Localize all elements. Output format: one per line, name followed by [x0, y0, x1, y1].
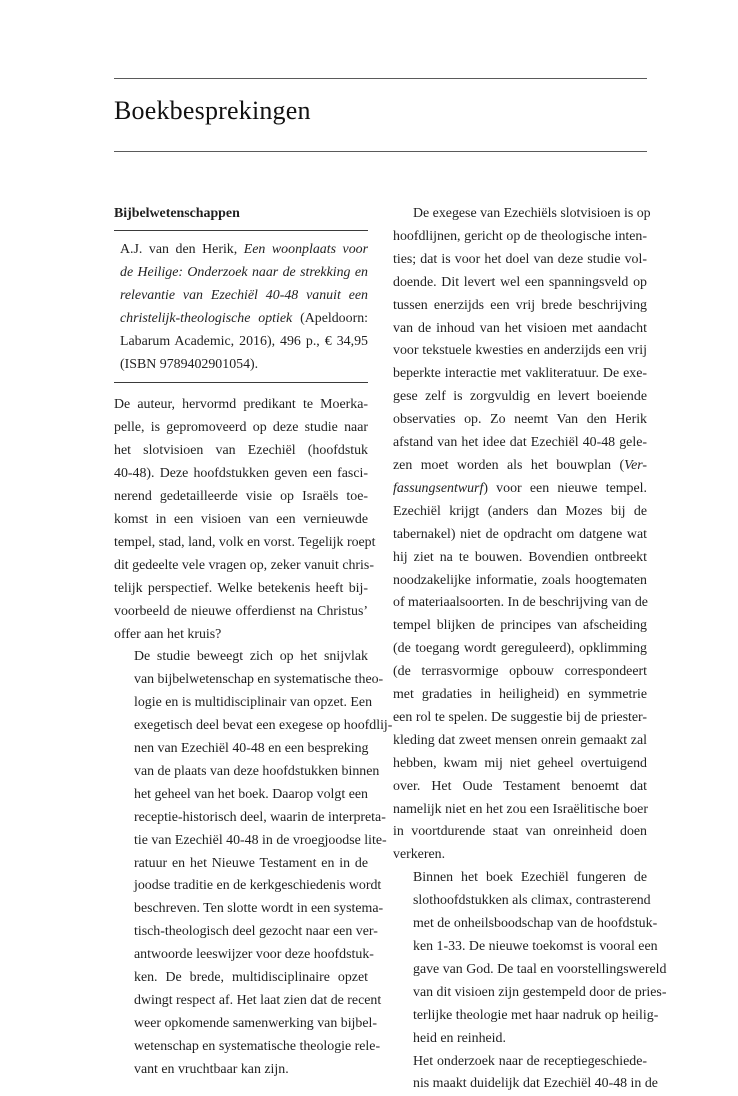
text-line: van bijbelwetenschap en systematische theo-: [134, 672, 384, 688]
text-line: 40-48). Deze hoofdstukken geven een fasci-: [114, 466, 368, 482]
text-line: Binnen het boek Ezechiël fungeren de: [413, 870, 647, 886]
text-line: vant en vruchtbaar kan zijn.: [134, 1061, 289, 1077]
text-line: komst in een visioen van een vernieuwde: [114, 511, 368, 527]
biblio-line: (ISBN 9789402901054).: [120, 356, 259, 372]
right-paragraph-2: [393, 867, 667, 1050]
page-title: Boekbesprekingen: [114, 96, 311, 125]
text-line: voorbeeld de nieuwe offerdienst na Christus’: [114, 603, 368, 619]
section-heading: Bijbelwetenschappen: [114, 206, 240, 221]
text-line: nis maakt duidelijk dat Ezechiël 40-48 in de: [413, 1076, 658, 1092]
text-line: nerend gedetailleerde visie op Israëls toe-: [114, 489, 368, 505]
text-line: offer aan het kruis?: [114, 626, 222, 642]
text-line: Het onderzoek naar de receptiegeschiede-: [413, 1053, 647, 1069]
text-line: logie en is multidisciplinair van opzet. Een: [134, 695, 373, 711]
biblio-line: Labarum Academic, 2016), 496 p., € 34,95: [120, 333, 368, 349]
text-line: tie van Ezechiël 40-48 in de vroegjoodse lite-: [134, 832, 387, 848]
text-line: De auteur, hervormd predikant te Moerka-: [114, 397, 368, 413]
right-column: [393, 203, 667, 1096]
text-line: ratuur en het Nieuwe Testament en in de: [134, 855, 368, 871]
title-rule: [114, 151, 647, 152]
text-line: met de onheilsboodschap van de hoofdstuk-: [413, 916, 658, 932]
text-line: nen van Ezechiël 40-48 en een bespreking: [134, 741, 369, 757]
text-line: van dit visioen zijn gestempeld door de pries-: [413, 984, 667, 1000]
biblio-line: christelijk-theologische optiek (Apeldoorn:: [120, 310, 368, 326]
text-line: ken. De brede, multidisciplinaire opzet: [134, 970, 368, 986]
text-line: joodse traditie en de kerkgeschiedenis wordt: [134, 878, 382, 894]
biblio-line: de Heilige: Onderzoek naar de strekking en: [120, 264, 368, 280]
text-line: pelle, is gepromoveerd op deze studie naar: [114, 420, 368, 436]
text-line: tempel, stad, land, volk en vorst. Tegelijk roept: [114, 534, 376, 550]
text-line: weer opkomende samenwerking van bijbel-: [134, 1015, 378, 1031]
biblio-line: A.J. van den Herik, Een woonplaats voor: [120, 242, 368, 257]
text-line: gave van God. De taal en voorstellingswereld: [413, 961, 667, 977]
text-line: tisch-theologisch deel gezocht naar een ver-: [134, 924, 378, 940]
text-line: terlijke theologie met haar nadruk op heilig-: [413, 1007, 659, 1023]
text-line: De studie beweegt zich op het snijvlak: [134, 649, 368, 665]
left-column: [114, 203, 393, 1082]
biblio-line: relevantie van Ezechiël 40-48 vanuit een: [120, 287, 368, 303]
text-line: heid en reinheid.: [413, 1030, 506, 1046]
text-line: wetenschap en systematische theologie rele-: [134, 1038, 381, 1054]
text-line: telijk perspectief. Welke betekenis heeft bij-: [114, 580, 368, 596]
text-line: dwingt respect af. Het laat zien dat de recent: [134, 993, 382, 1008]
text-line: ken 1-33. De nieuwe toekomst is vooral een: [413, 939, 658, 954]
top-rule: [114, 78, 647, 79]
text-line: het slotvisioen van Ezechiël (hoofdstuk: [114, 443, 368, 459]
text-line: beschreven. Ten slotte wordt in een systema-: [134, 901, 384, 917]
text-line: dit gedeelte vele vragen op, zeker vanuit chris-: [114, 557, 374, 573]
bibliographic-entry: [114, 239, 368, 376]
left-paragraph-1: [114, 394, 376, 646]
biblio-top-rule: [114, 230, 368, 231]
text-line: het geheel van het boek. Daarop volgt een: [134, 786, 368, 802]
text-line: exegetisch deel bevat een exegese op hoofdlij-: [134, 718, 393, 734]
text-line: van de plaats van deze hoofdstukken binnen: [134, 763, 380, 779]
text-line: antwoorde leeswijzer voor deze hoofdstuk-: [134, 947, 374, 963]
text-line: slothoofdstukken als climax, contrasterend: [413, 893, 651, 909]
left-paragraph-2: [114, 646, 393, 1081]
text-line: receptie-historisch deel, waarin de interpreta-: [134, 809, 386, 825]
right-paragraph-1: De exegese van Ezechiëls slotvisioen is op hoofdlijnen, gericht op de theologische inten- ties; dat is voor het doel van deze studie vol- doende. Dit levert wel een spanningsveld op tussen enerzijds een vrij brede beschrijving van de inhoud van het visioen met aandacht voor tekstuele kwesties en anderzijds een vrij beperkte interactie met vakliteratuur. De exe- gese zelf is zorgvuldig en levert boeiende observaties op. Zo neemt Van den Herik afstand van het idee dat Ezechiël 40-48 gele- zen moet worden als het bouwplan (Ver- fassungsentwurf) voor een nieuwe tempel. Ezechiël krijgt (anders dan Mozes bij de tabernakel) niet de opdracht om datgene wat hij ziet na te bouwen. Bovendien ontbreekt noodzakelijke informatie, zoals hoogtematen of materiaalsoorten. In de beschrijving van de tempel blijken de principes van afscheiding (de toegang wordt gereguleerd), opklimming (de terrasvormige opbouw correspondeert met gradaties in heiligheid) en symmetrie een rol te spelen. De suggestie bij de priester- kleding dat zweet mensen onrein gemaakt zal hebben, kwam mij niet geheel overtuigend over. Het Oude Testament benoemt dat namelijk niet en het zou een Israëlitische boer in voortdurende staat van onreinheid doen verkeren.: [393, 206, 651, 863]
right-paragraph-3: [393, 1051, 658, 1096]
